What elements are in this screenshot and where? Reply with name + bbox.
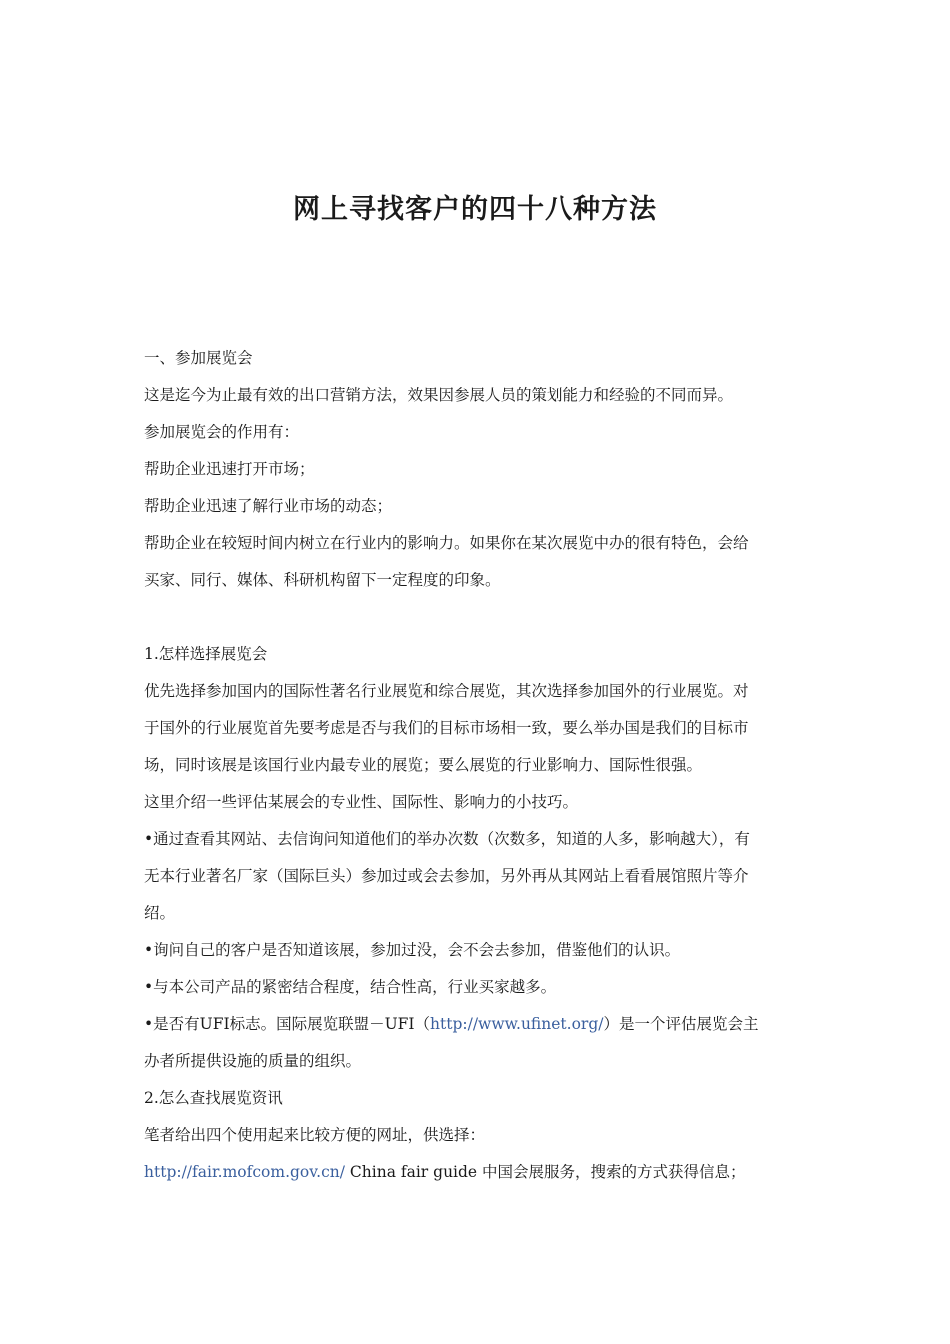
document-body: [144, 340, 810, 1191]
paragraph-line: 绍。: [144, 904, 176, 922]
subsection-heading: 1.怎样选择展览会: [144, 645, 268, 663]
bullet-line: •询问自己的客户是否知道该展，参加过没，会不会去参加，借鉴他们的认识。: [144, 941, 681, 959]
list-item: 帮助企业迅速了解行业市场的动态；: [144, 497, 393, 515]
paragraph-line: 笔者给出四个使用起来比较方便的网址，供选择：: [144, 1126, 486, 1144]
fair-link-description: China fair guide 中国会展服务，搜索的方式获得信息；: [345, 1163, 746, 1181]
paragraph-line: 买家、同行、媒体、科研机构留下一定程度的印象。: [144, 571, 501, 589]
fair-link[interactable]: http://fair.mofcom.gov.cn/: [144, 1163, 345, 1181]
paragraph-line: 场，同时该展是该国行业内最专业的展览；要么展览的行业影响力、国际性很强。: [144, 756, 703, 774]
fair-link-line: [144, 1154, 810, 1191]
paragraph-line: 这里介绍一些评估某展会的专业性、国际性、影响力的小技巧。: [144, 793, 579, 811]
document-title: 网上寻找客户的四十八种方法: [293, 194, 657, 225]
paragraph-line: 于国外的行业展览首先要考虑是否与我们的目标市场相一致，要么举办国是我们的目标市: [144, 719, 749, 737]
subsection-heading: 2.怎么查找展览资讯: [144, 1089, 283, 1107]
paragraph-line: 帮助企业在较短时间内树立在行业内的影响力。如果你在某次展览中办的很有特色，会给: [144, 534, 749, 552]
paragraph-line: 无本行业著名厂家（国际巨头）参加过或会去参加，另外再从其网站上看看展馆照片等介: [144, 867, 749, 885]
bullet-line: •通过查看其网站、去信询问知道他们的举办次数（次数多，知道的人多，影响越大），有: [144, 830, 750, 848]
list-item: 帮助企业迅速打开市场；: [144, 460, 315, 478]
ufi-bullet-line: [144, 1006, 810, 1043]
paragraph-line: 这是迄今为止最有效的出口营销方法，效果因参展人员的策划能力和经验的不同而异。: [144, 386, 734, 404]
paragraph-line: 办者所提供设施的质量的组织。: [144, 1052, 362, 1070]
section-heading: 一、参加展览会: [144, 349, 253, 367]
ufi-link[interactable]: http://www.ufinet.org/: [430, 1015, 604, 1033]
ufi-text-after: ）是一个评估展览会主: [603, 1015, 759, 1033]
paragraph-line: 优先选择参加国内的国际性著名行业展览和综合展览，其次选择参加国外的行业展览。对: [144, 682, 749, 700]
paragraph-line: 参加展览会的作用有：: [144, 423, 300, 441]
blank-line: [144, 599, 810, 636]
ufi-text-before: •是否有UFI标志。国际展览联盟－UFI（: [144, 1015, 431, 1033]
bullet-line: •与本公司产品的紧密结合程度，结合性高，行业买家越多。: [144, 978, 557, 996]
